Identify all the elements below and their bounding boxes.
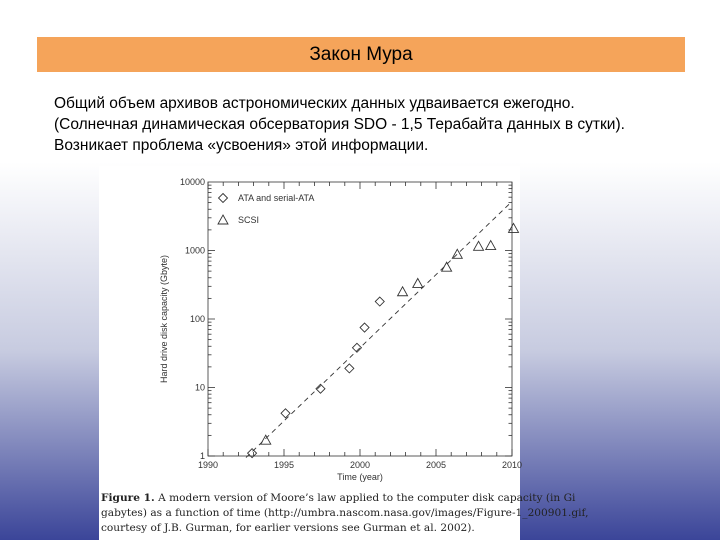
x-axis-label: Time (year) [337,472,383,482]
y-tick-label: 10000 [179,177,205,187]
figure-panel [99,166,589,540]
y-axis-label: Hard drive disk capacity (Gbyte) [159,254,169,384]
legend-marker-ata [219,194,228,203]
body-line-3: Возникает проблема «усвоения» этой информации. [54,137,429,154]
x-tick-label: 1990 [197,460,219,470]
figure-caption [101,491,589,536]
data-point-scsi [261,435,271,444]
moores-law-chart [99,166,589,540]
data-point-scsi [398,287,408,296]
x-tick-label: 2010 [501,460,523,470]
y-tick-label: 10 [194,382,205,393]
data-point-ata [360,323,369,332]
slide-title: Закон Мура [309,43,413,65]
legend-marker-scsi [218,215,228,224]
caption-label: Figure 1. [101,492,155,504]
y-tick-label: 1000 [184,245,205,256]
data-point-scsi [486,241,496,250]
y-tick-label: 100 [189,314,205,324]
body-line-1: Общий объем архивов астрономических данных удваивается ежегодно. [54,95,575,112]
data-point-ata [375,297,384,306]
y-tick-label: 1 [199,451,205,461]
trend-line [246,201,512,457]
x-tick-label: 1995 [273,460,295,470]
caption-line-3: courtesy of J.B. Gurman, for earlier versions see Gurman et al. 2002). [101,522,475,534]
data-point-ata [281,409,290,418]
data-point-scsi [442,262,452,271]
caption-line-1: A modern version of Moore’s law applied to the computer disk capacity (in Gi [158,492,576,504]
data-point-scsi [509,223,519,232]
data-point-scsi [413,278,423,287]
x-tick-label: 2000 [349,460,371,470]
legend-label: SCSI [238,215,260,225]
caption-line-2: gabytes) as a function of time (http://umbra.nascom.nasa.gov/images/Figure-1_200901.gif, [101,507,589,519]
legend-label: ATA and serial-ATA [238,193,315,203]
body-line-2: (Солнечная динамическая обсерватория SDO - 1,5 Терабайта данных в сутки). [54,116,625,133]
slide-body-text [54,93,720,156]
x-tick-label: 2005 [425,460,447,470]
data-point-ata [345,364,354,373]
data-point-scsi [474,241,484,250]
slide-title-bar [37,37,685,72]
